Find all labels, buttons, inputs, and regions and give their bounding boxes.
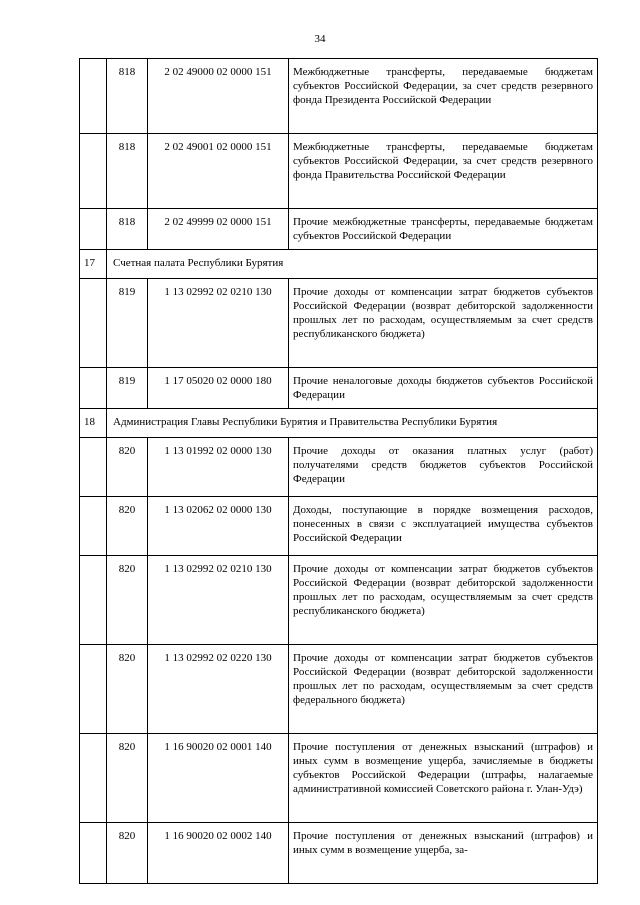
admin-code: 818	[107, 59, 148, 134]
budget-class-code: 1 13 02992 02 0220 130	[148, 645, 289, 734]
admin-code: 820	[107, 556, 148, 645]
section-number: 17	[80, 250, 107, 279]
table-row	[80, 734, 598, 823]
row-number	[80, 438, 107, 497]
table-row	[80, 368, 598, 409]
section-row	[80, 250, 598, 279]
row-number	[80, 209, 107, 250]
budget-class-code: 1 13 01992 02 0000 130	[148, 438, 289, 497]
organization-name: Администрация Главы Республики Бурятия и Правительства Республики Бурятия	[107, 409, 598, 438]
table-row	[80, 209, 598, 250]
revenue-name: Прочие доходы от компенсации затрат бюджетов субъектов Российской Федерации (возврат дебиторской задолженности прошлых лет по расходам, осуществляемым за счет средств республиканского бюджета)	[289, 279, 598, 368]
row-number	[80, 279, 107, 368]
revenue-name: Прочие доходы от оказания платных услуг (работ) получателями средств бюджетов субъектов Российской Федерации	[289, 438, 598, 497]
admin-code: 820	[107, 823, 148, 884]
row-number	[80, 645, 107, 734]
revenue-admin-table	[79, 58, 598, 884]
revenue-name: Межбюджетные трансферты, передаваемые бюджетам субъектов Российской Федерации, за счет средств резервного фонда Правительства Российской Федерации	[289, 134, 598, 209]
page-number: 34	[314, 33, 326, 45]
budget-class-code: 1 13 02062 02 0000 130	[148, 497, 289, 556]
admin-code: 820	[107, 645, 148, 734]
table-row	[80, 823, 598, 884]
revenue-name: Прочие доходы от компенсации затрат бюджетов субъектов Российской Федерации (возврат дебиторской задолженности прошлых лет по расходам, осуществляемым за счет средств республиканского бюджета)	[289, 556, 598, 645]
revenue-name: Прочие доходы от компенсации затрат бюджетов субъектов Российской Федерации (возврат дебиторской задолженности прошлых лет по расходам, осуществляемым за счет средств федерального бюджета)	[289, 645, 598, 734]
budget-class-code: 1 17 05020 02 0000 180	[148, 368, 289, 409]
organization-name: Счетная палата Республики Бурятия	[107, 250, 598, 279]
budget-class-code: 1 16 90020 02 0002 140	[148, 823, 289, 884]
row-number	[80, 59, 107, 134]
budget-class-code: 2 02 49001 02 0000 151	[148, 134, 289, 209]
row-number	[80, 556, 107, 645]
table-row	[80, 497, 598, 556]
admin-code: 818	[107, 134, 148, 209]
row-number	[80, 734, 107, 823]
row-number	[80, 497, 107, 556]
table-row	[80, 59, 598, 134]
table-row	[80, 134, 598, 209]
admin-code: 820	[107, 497, 148, 556]
row-number	[80, 823, 107, 884]
section-row	[80, 409, 598, 438]
revenue-name: Прочие межбюджетные трансферты, передаваемые бюджетам субъектов Российской Федерации	[289, 209, 598, 250]
budget-class-code: 1 16 90020 02 0001 140	[148, 734, 289, 823]
table-row	[80, 645, 598, 734]
budget-class-code: 2 02 49999 02 0000 151	[148, 209, 289, 250]
revenue-name: Доходы, поступающие в порядке возмещения расходов, понесенных в связи с эксплуатацией имущества субъектов Российской Федерации	[289, 497, 598, 556]
revenue-name: Прочие поступления от денежных взысканий (штрафов) и иных сумм в возмещение ущерба, зачисляемые в бюджеты субъектов Российской Федерации (штрафы, налагаемые административной комиссией Советского района г. Улан-Удэ)	[289, 734, 598, 823]
admin-code: 820	[107, 438, 148, 497]
section-number: 18	[80, 409, 107, 438]
row-number	[80, 134, 107, 209]
table-row	[80, 556, 598, 645]
admin-code: 820	[107, 734, 148, 823]
admin-code: 819	[107, 279, 148, 368]
admin-code: 818	[107, 209, 148, 250]
table-row	[80, 438, 598, 497]
table-row	[80, 279, 598, 368]
budget-class-code: 1 13 02992 02 0210 130	[148, 556, 289, 645]
revenue-name: Прочие поступления от денежных взысканий (штрафов) и иных сумм в возмещение ущерба, за-	[289, 823, 598, 884]
budget-class-code: 2 02 49000 02 0000 151	[148, 59, 289, 134]
revenue-name: Прочие неналоговые доходы бюджетов субъектов Российской Федерации	[289, 368, 598, 409]
budget-class-code: 1 13 02992 02 0210 130	[148, 279, 289, 368]
row-number	[80, 368, 107, 409]
revenue-name: Межбюджетные трансферты, передаваемые бюджетам субъектов Российской Федерации, за счет средств резервного фонда Президента Российской Федерации	[289, 59, 598, 134]
admin-code: 819	[107, 368, 148, 409]
